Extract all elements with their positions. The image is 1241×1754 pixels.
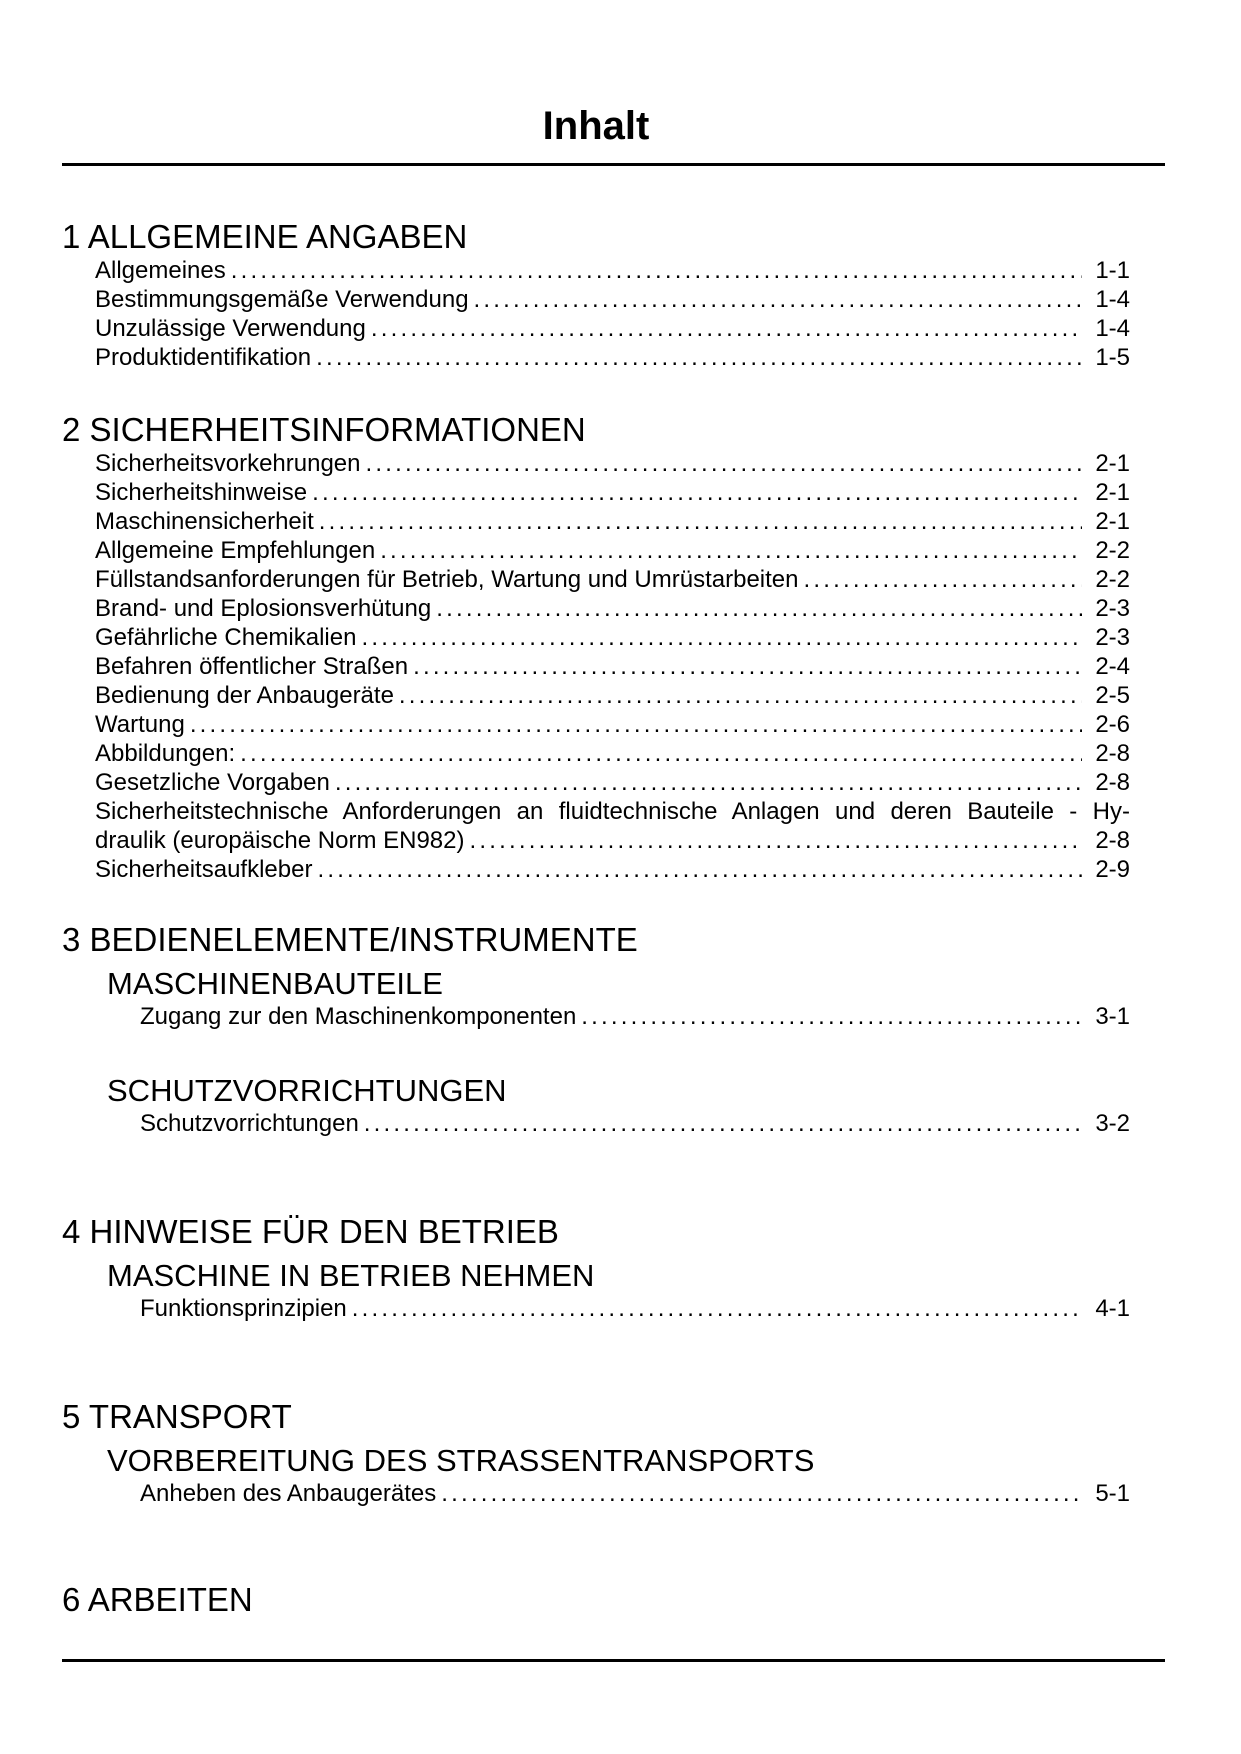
- toc-entry-page: 2-9: [1095, 856, 1130, 883]
- dot-leader: [335, 768, 1082, 797]
- toc-entry-label: Allgemeine Empfehlungen: [95, 537, 376, 564]
- toc-entry: [62, 565, 1130, 594]
- toc-entry-page: 2-5: [1095, 682, 1130, 709]
- chapter-heading: 5 TRANSPORT: [62, 1398, 292, 1435]
- subsection-heading: SCHUTZVORRICHTUNGEN: [107, 1073, 507, 1108]
- toc-entry-page: 2-1: [1095, 479, 1130, 506]
- toc-entry: [62, 314, 1130, 343]
- toc-entry: [62, 343, 1130, 372]
- dot-leader: [413, 652, 1082, 681]
- toc-entry-label: Bedienung der Anbaugeräte: [95, 682, 394, 709]
- chapter-heading: 2 SICHERHEITSINFORMATIONEN: [62, 411, 586, 448]
- toc-entry-page: 2-6: [1095, 711, 1130, 738]
- toc-entry: [62, 1109, 1130, 1138]
- dot-leader: [804, 565, 1083, 594]
- toc-entry: [62, 826, 1130, 855]
- toc-entry-page: 1-5: [1095, 344, 1130, 371]
- subsection-heading: MASCHINE IN BETRIEB NEHMEN: [107, 1258, 595, 1293]
- dot-leader: [316, 343, 1082, 372]
- toc-entry-label-line2: draulik (europäische Norm EN982): [95, 827, 465, 854]
- toc-entry-label: Produktidentifikation: [95, 344, 312, 371]
- toc-entry-page: 2-4: [1095, 653, 1130, 680]
- toc-entry-label: Maschinensicherheit: [95, 508, 314, 535]
- dot-leader: [352, 1294, 1082, 1323]
- toc-entry: [62, 478, 1130, 507]
- toc-entry-label: Sicherheitsvorkehrungen: [95, 450, 361, 477]
- top-rule: [62, 163, 1165, 166]
- toc-entry-label: Befahren öffentlicher Straßen: [95, 653, 409, 680]
- toc-entry: [62, 285, 1130, 314]
- dot-leader: [240, 739, 1082, 768]
- dot-leader: [470, 826, 1083, 855]
- toc-entry-label: Sicherheitsaufkleber: [95, 856, 313, 883]
- subsection-heading: MASCHINENBAUTEILE: [107, 966, 443, 1001]
- toc-entry-label: Brand- und Eplosionsverhütung: [95, 595, 432, 622]
- toc-entry: [62, 739, 1130, 768]
- toc-entry-label: Zugang zur den Maschinenkomponenten: [140, 1003, 577, 1030]
- toc-entry-page: 3-1: [1095, 1003, 1130, 1030]
- dot-leader: [319, 507, 1082, 536]
- toc-entry-page: 3-2: [1095, 1110, 1130, 1137]
- toc-entry-page: 2-8: [1095, 769, 1130, 796]
- chapter-heading: 1 ALLGEMEINE ANGABEN: [62, 218, 468, 255]
- toc-entry-label: Abbildungen:: [95, 740, 236, 767]
- toc-entry: [62, 1002, 1130, 1031]
- dot-leader: [366, 449, 1083, 478]
- toc-entry: [62, 1479, 1130, 1508]
- toc-entry-page: 2-3: [1095, 595, 1130, 622]
- dot-leader: [312, 478, 1082, 507]
- toc-entry-page: 2-1: [1095, 450, 1130, 477]
- toc-entry-label: Anheben des Anbaugerätes: [140, 1480, 437, 1507]
- toc-entry-label: Unzulässige Verwendung: [95, 315, 366, 342]
- dot-leader: [399, 681, 1082, 710]
- toc-entry: [62, 652, 1130, 681]
- chapter-heading: 4 HINWEISE FÜR DEN BETRIEB: [62, 1213, 559, 1250]
- toc-entry-page: 2-2: [1095, 537, 1130, 564]
- dot-leader: [371, 314, 1082, 343]
- toc-entry-page: 2-1: [1095, 508, 1130, 535]
- toc-entry-label: Bestimmungsgemäße Verwendung: [95, 286, 469, 313]
- toc-entry-page: 2-8: [1095, 827, 1130, 854]
- toc-entry-label: Sicherheitshinweise: [95, 479, 308, 506]
- toc-entry-label: Allgemeines: [95, 257, 226, 284]
- toc-entry-page: 2-8: [1095, 740, 1130, 767]
- toc-entry-page: 1-1: [1095, 257, 1130, 284]
- bottom-rule: [62, 1659, 1165, 1662]
- dot-leader: [364, 1109, 1082, 1138]
- dot-leader: [190, 710, 1082, 739]
- toc-entry: [62, 681, 1130, 710]
- toc-entry-label: Funktionsprinzipien: [140, 1295, 347, 1322]
- dot-leader: [380, 536, 1082, 565]
- toc-entry: [62, 507, 1130, 536]
- toc-entry-label: Gefährliche Chemikalien: [95, 624, 357, 651]
- dot-leader: [231, 256, 1082, 285]
- toc-entry: [62, 594, 1130, 623]
- dot-leader: [317, 855, 1082, 884]
- toc-entry: [62, 623, 1130, 652]
- subsection-heading: VORBEREITUNG DES STRASSENTRANSPORTS: [107, 1443, 815, 1478]
- toc-entry: [62, 1294, 1130, 1323]
- dot-leader: [441, 1479, 1082, 1508]
- toc-entry-twoline: [62, 797, 1130, 855]
- toc-entry-label: Gesetzliche Vorgaben: [95, 769, 330, 796]
- toc-entry: [62, 449, 1130, 478]
- toc-entry: [62, 710, 1130, 739]
- toc-entry-page: 2-2: [1095, 566, 1130, 593]
- toc-entry-page: 1-4: [1095, 286, 1130, 313]
- dot-leader: [581, 1002, 1082, 1031]
- toc-entry: [62, 536, 1130, 565]
- dot-leader: [436, 594, 1082, 623]
- toc-entry-page: 1-4: [1095, 315, 1130, 342]
- toc-entry: [62, 768, 1130, 797]
- toc-entry: [62, 256, 1130, 285]
- chapter-heading: 3 BEDIENELEMENTE/INSTRUMENTE: [62, 921, 638, 958]
- dot-leader: [361, 623, 1082, 652]
- toc-entry-label-line1: Sicherheitstechnische Anforderungen an fluidtechnische Anlagen und deren Bauteile - Hy-: [95, 798, 1130, 825]
- toc-entry-page: 5-1: [1095, 1480, 1130, 1507]
- toc-entry-label: Wartung: [95, 711, 185, 738]
- toc-entry-page: 4-1: [1095, 1295, 1130, 1322]
- toc-entry-label: Schutzvorrichtungen: [140, 1110, 359, 1137]
- chapter-entries: [62, 449, 1130, 884]
- dot-leader: [474, 285, 1082, 314]
- toc-entry: [62, 855, 1130, 884]
- toc-entry-label: Füllstandsanforderungen für Betrieb, Wartung und Umrüstarbeiten: [95, 566, 799, 593]
- toc-entry-page: 2-3: [1095, 624, 1130, 651]
- chapter-heading: 6 ARBEITEN: [62, 1581, 253, 1618]
- chapter-entries: [62, 256, 1130, 372]
- page-title: Inhalt: [542, 104, 650, 148]
